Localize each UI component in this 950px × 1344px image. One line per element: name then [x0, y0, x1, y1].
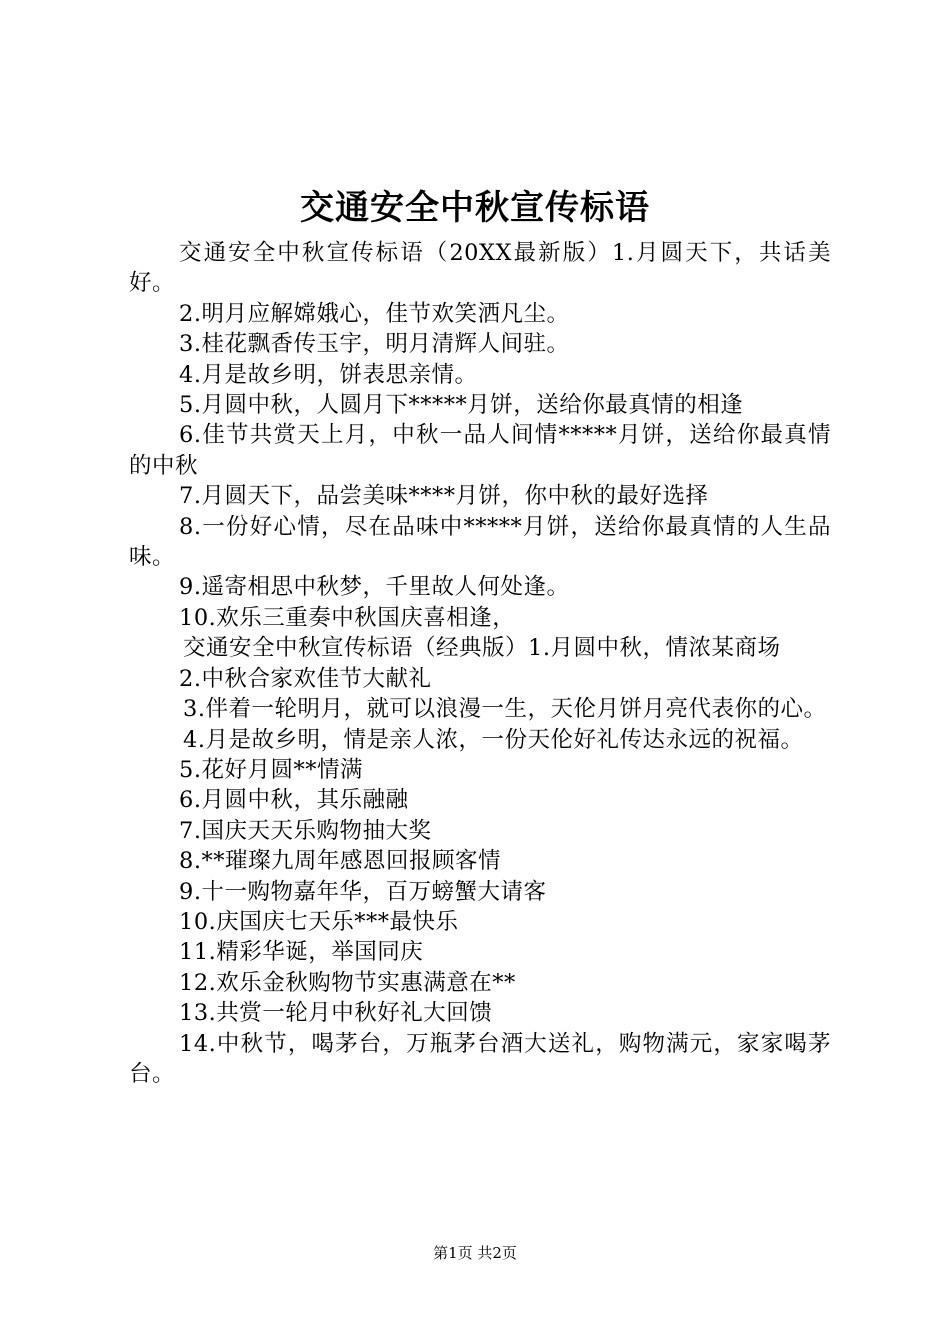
document-title: 交通安全中秋宣传标语 — [300, 188, 650, 228]
paragraph: 5.月圆中秋，人圆月下*****月饼，送给你最真情的相逢 — [179, 392, 744, 419]
paragraph: 3.伴着一轮明月，就可以浪漫一生，天伦月饼月亮代表你的心。 — [183, 696, 827, 723]
paragraph: 9.十一购物嘉年华，百万螃蟹大请客 — [179, 878, 547, 905]
paragraph: 4.月是故乡明，饼表思亲情。 — [179, 361, 478, 388]
paragraph: 8.一份好心情，尽在品味中*****月饼，送给你最真情的人生品味。 — [129, 513, 831, 571]
paragraph: 8.**璀璨九周年感恩回报顾客情 — [179, 848, 501, 875]
paragraph: 12.欢乐金秋购物节实惠满意在** — [179, 969, 516, 996]
paragraph: 6.佳节共赏天上月，中秋一品人间情*****月饼，送给你最真情的中秋 — [129, 422, 831, 479]
paragraph: 交通安全中秋宣传标语（20XX最新版）1.月圆天下，共话美好。 — [129, 240, 831, 297]
paragraph: 交通安全中秋宣传标语（经典版）1.月圆中秋，情浓某商场 — [183, 635, 781, 662]
paragraph: 2.明月应解嫦娥心，佳节欢笑洒凡尘。 — [179, 300, 570, 327]
paragraph: 7.月圆天下，品尝美味****月饼，你中秋的最好选择 — [179, 483, 709, 510]
paragraph: 4.月是故乡明，情是亲人浓，一份天伦好礼传达永远的祝福。 — [183, 726, 804, 753]
paragraph: 10.欢乐三重奏中秋国庆喜相逢， — [179, 604, 516, 631]
paragraph: 9.遥寄相思中秋梦，千里故人何处逢。 — [179, 574, 570, 601]
paragraph: 13.共赏一轮月中秋好礼大回馈 — [179, 1000, 493, 1027]
paragraph: 14.中秋节，喝茅台，万瓶茅台酒大送礼，购物满元，家家喝茅台。 — [129, 1030, 831, 1087]
paragraph: 6.月圆中秋，其乐融融 — [179, 787, 409, 814]
paragraph: 11.精彩华诞，举国同庆 — [179, 939, 424, 966]
paragraph: 5.花好月圆**情满 — [179, 756, 363, 783]
paragraph: 10.庆国庆七天乐***最快乐 — [179, 908, 459, 935]
document-body — [129, 238, 831, 1089]
page-number-footer: 第1页 共2页 — [433, 1244, 517, 1262]
paragraph: 7.国庆天天乐购物抽大奖 — [179, 817, 432, 844]
paragraph: 2.中秋合家欢佳节大献礼 — [179, 665, 432, 692]
paragraph: 3.桂花飘香传玉宇，明月清辉人间驻。 — [179, 331, 570, 358]
